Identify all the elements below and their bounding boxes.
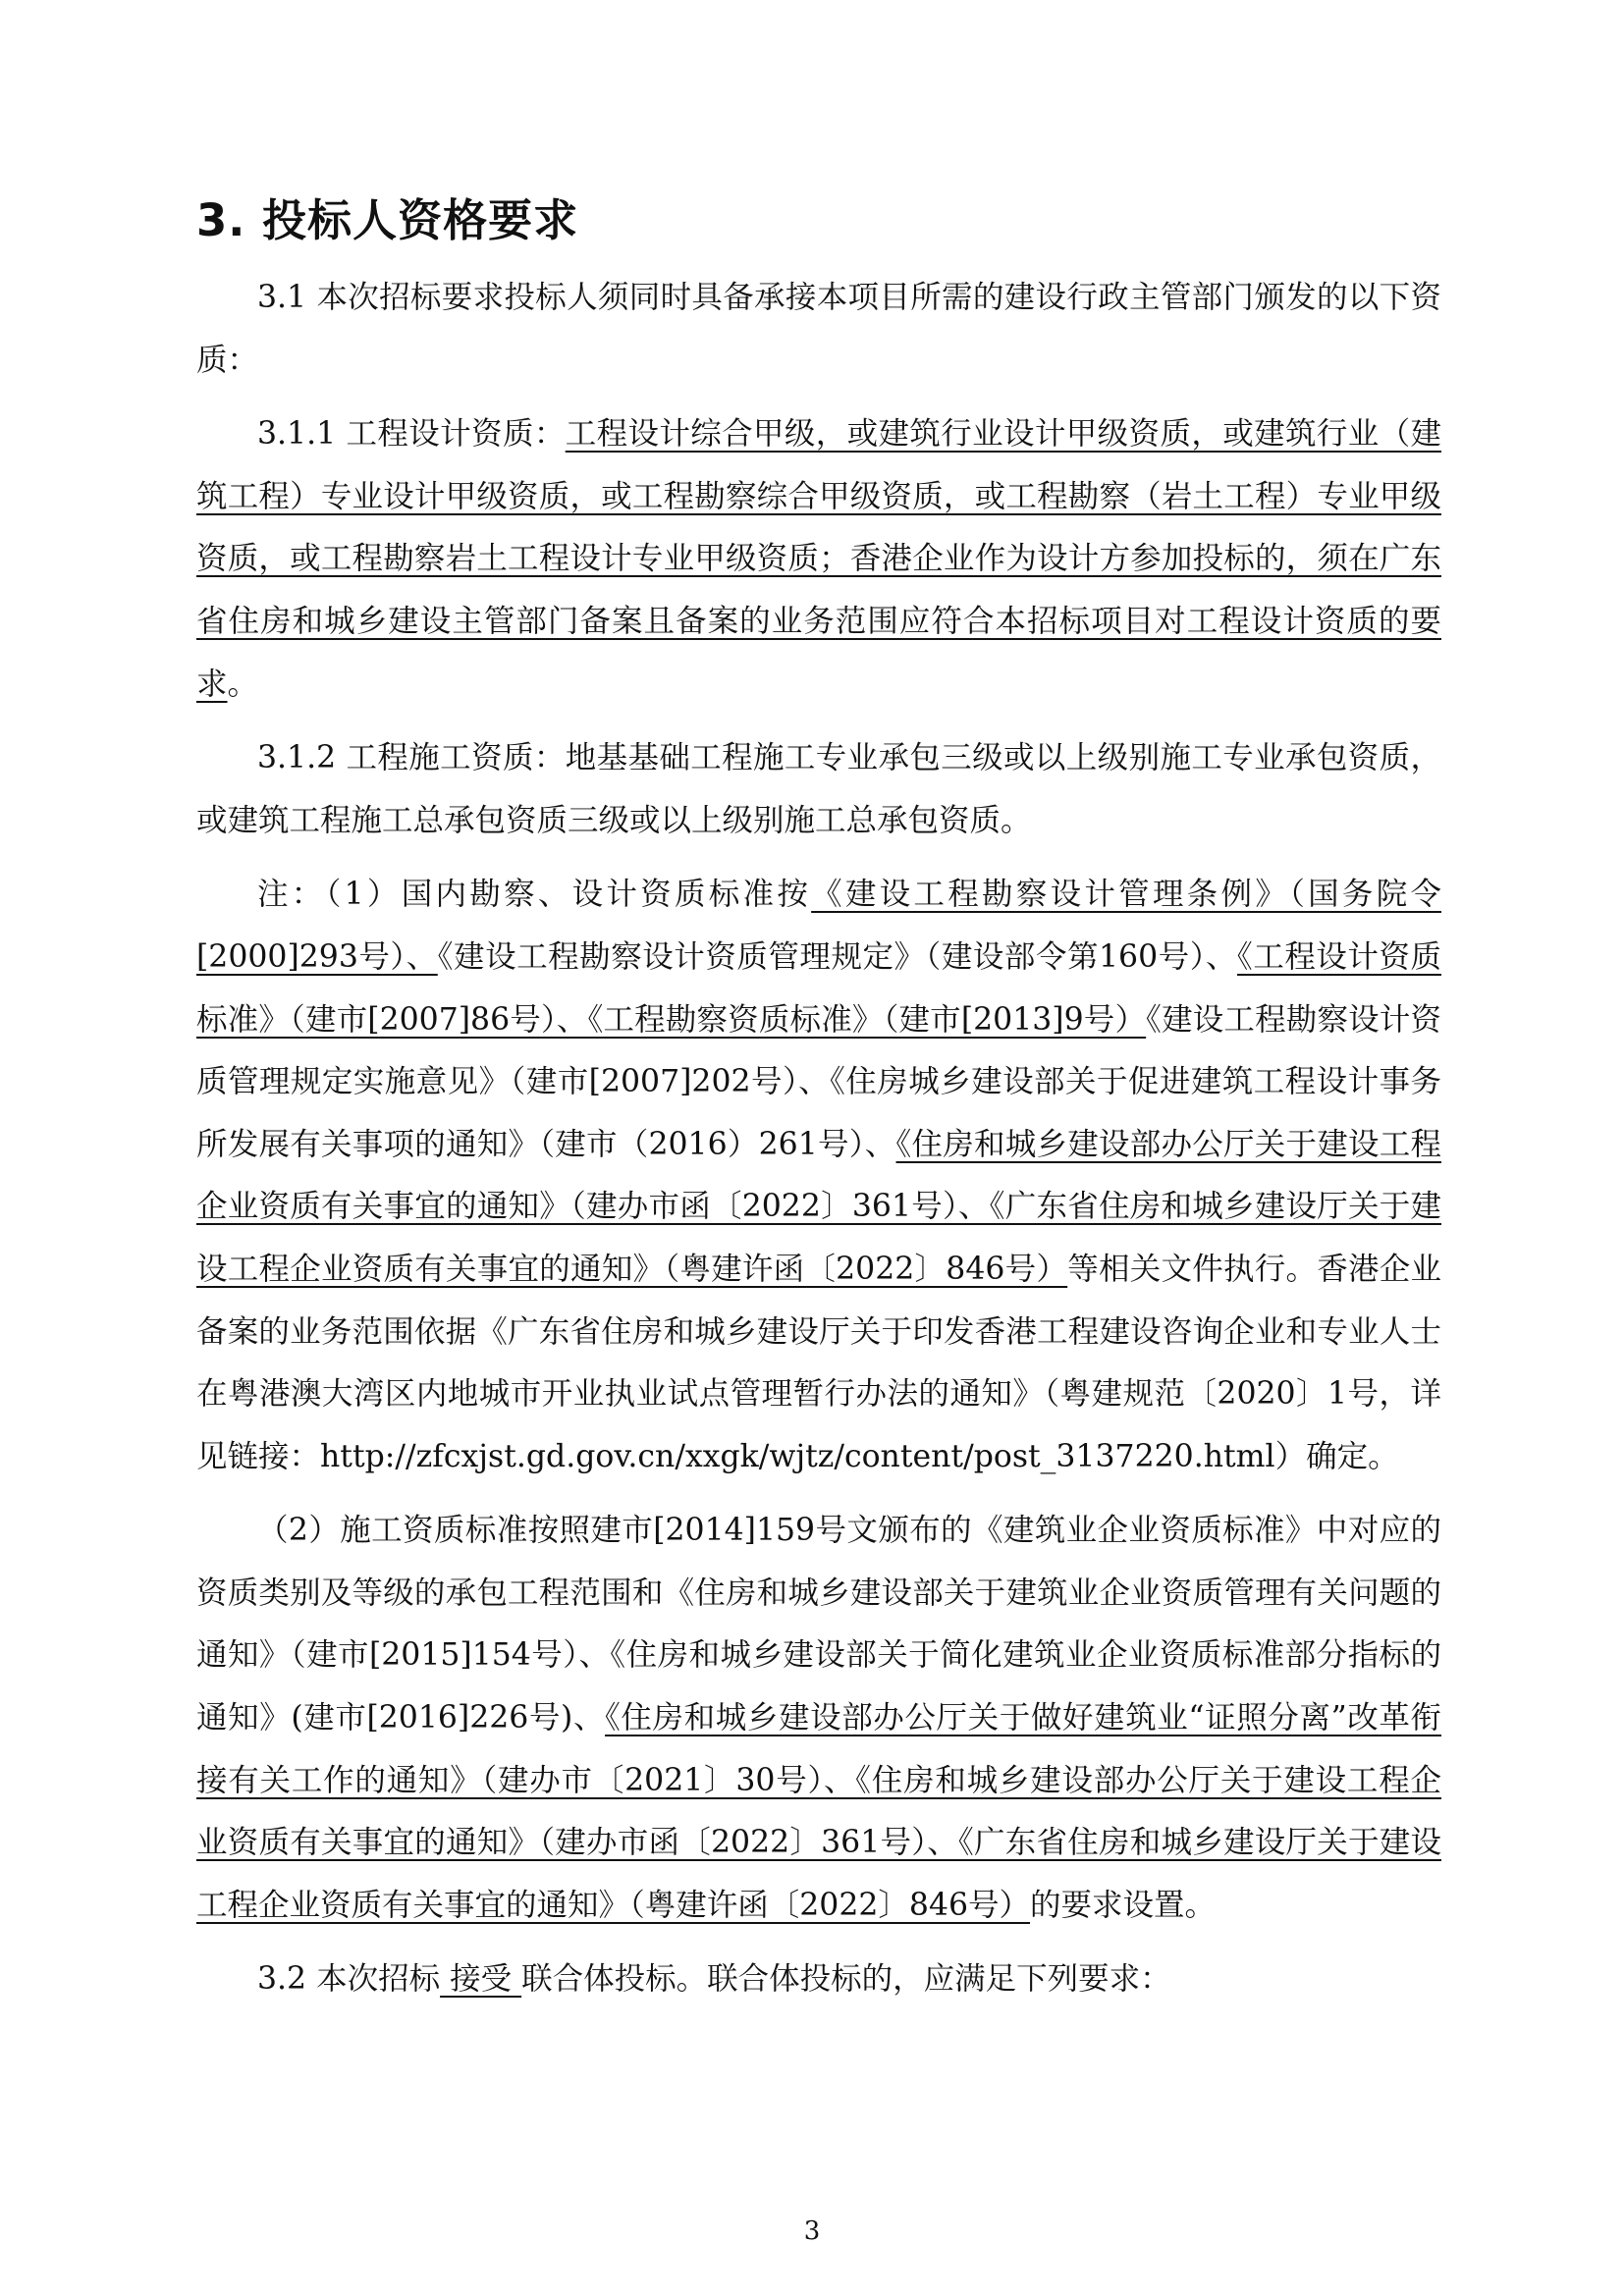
paragraph-3-1: 3.1 本次招标要求投标人须同时具备承接本项目所需的建设行政主管部门颁发的以下资质：: [196, 280, 1441, 378]
note-1-regulation-plain: 《建设工程勘察设计资质管理规定》（建设部令第160号）、: [437, 938, 1238, 975]
document-body: [196, 267, 1441, 2011]
section-heading: 3. 投标人资格要求: [196, 194, 579, 246]
note-1-standards-underlined: 《工程设计资质标准》（建市[2007]86号）、《工程勘察资质标准》（建市[2013]9号）: [196, 938, 1441, 1038]
paragraph-3-2-lead: 3.2 本次招标: [257, 1961, 441, 1998]
note-1-intro: 注：（1）国内勘察、设计资质标准按: [257, 877, 812, 913]
page-number: 3: [803, 2216, 821, 2246]
note-1-opinions-plain: 《建设工程勘察设计资质管理规定实施意见》（建市[2007]202号）、《住房城乡建设部关于促进建筑工程设计事务所发展有关事项的通知》（建市（2016）261号）、: [196, 1001, 1441, 1162]
paragraph-3-1-2: 3.1.2 工程施工资质：地基基础工程施工专业承包三级或以上级别施工专业承包资质，或建筑工程施工总承包资质三级或以上级别施工总承包资质。: [196, 740, 1441, 838]
note-2-notices-underlined: 《住房和城乡建设部办公厅关于做好建筑业“证照分离”改革衔接有关工作的通知》（建办市〔2021〕30号）、《住房和城乡建设部办公厅关于建设工程企业资质有关事宜的通知》（建办市函〔2022〕361号）、《广东省住房和城乡建设厅关于建设工程企业资质有关事宜的通知》（粤建许函〔2022〕846号）: [196, 1700, 1441, 1923]
note-2: [196, 1500, 1441, 1937]
paragraph-3-1-1-lead: 3.1.1 工程设计资质：: [257, 416, 566, 453]
note-2-tail: 的要求设置。: [1030, 1887, 1217, 1923]
paragraph-3-1-1-tail: 。: [227, 666, 259, 702]
note-2-intro: （2）施工资质标准按照建市[2014]159号文颁布的《建筑业企业资质标准》中对应的资质类别及等级的承包工程范围和《住房和城乡建设部关于建筑业企业资质管理有关问题的通知》（建市[2015]154号）、《住房和城乡建设部关于简化建筑业企业资质标准部分指标的通知》(建市[2016]226号)、: [196, 1513, 1441, 1736]
note-1-regulation-underlined: 《建设工程勘察设计管理条例》（国务院令[2000]293号）、: [196, 877, 1441, 975]
paragraph-3-2: [196, 1949, 1441, 2011]
note-1-tail: 等相关文件执行。香港企业备案的业务范围依据《广东省住房和城乡建设厅关于印发香港工程建设咨询企业和专业人士在粤港澳大湾区内地城市开业执业试点管理暂行办法的通知》（粤建规范〔2020〕1号，详见链接：http://zfcxjst.gd.gov.cn/xxgk/wjtz/content/post_3137220.html）确定。: [196, 1251, 1441, 1474]
note-1: [196, 864, 1441, 1488]
paragraph-3-1-1: [196, 403, 1441, 716]
note-1-notices-underlined: 《住房和城乡建设部办公厅关于建设工程企业资质有关事宜的通知》（建办市函〔2022〕361号）、《广东省住房和城乡建设厅关于建设工程企业资质有关事宜的通知》（粤建许函〔2022〕846号）: [196, 1126, 1441, 1287]
paragraph-3-2-tail: 联合体投标。联合体投标的，应满足下列要求：: [521, 1961, 1171, 1998]
design-qualification-underlined: 工程设计综合甲级，或建筑行业设计甲级资质，或建筑行业（建筑工程）专业设计甲级资质，或工程勘察综合甲级资质，或工程勘察（岩土工程）专业甲级资质，或工程勘察岩土工程设计专业甲级资质；香港企业作为设计方参加投标的，须在广东省住房和城乡建设主管部门备案且备案的业务范围应符合本招标项目对工程设计资质的要求: [196, 416, 1441, 702]
consortium-accepted-underlined: 接受: [440, 1961, 522, 1998]
